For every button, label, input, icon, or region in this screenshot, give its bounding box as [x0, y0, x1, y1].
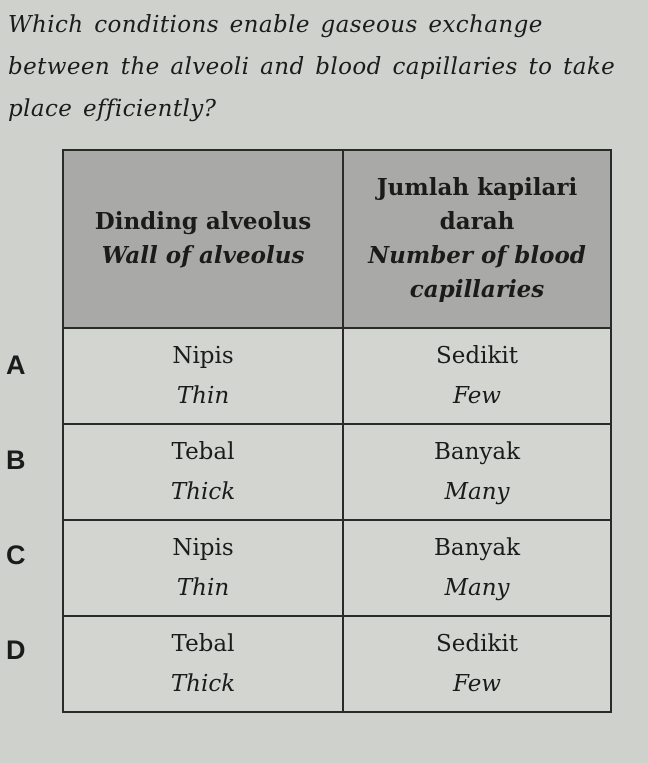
option-c-wall — [63, 520, 343, 616]
option-a-cap-english: Few — [453, 383, 501, 409]
option-c-wall-english: Thin — [176, 575, 230, 601]
option-letter-d: D — [6, 635, 26, 665]
header-wall-of-alveolus — [63, 150, 343, 328]
header-capillaries-english: Number of blood capillaries — [368, 242, 586, 303]
option-a-wall — [63, 328, 343, 424]
option-d-cap-malay: Sedikit — [436, 631, 518, 657]
option-b-cap-english: Many — [444, 479, 510, 505]
option-d-wall — [63, 616, 343, 712]
option-letter-c: C — [6, 540, 26, 570]
header-wall-english: Wall of alveolus — [101, 242, 305, 269]
header-wall-malay: Dinding alveolus — [94, 208, 312, 235]
header-number-of-capillaries — [343, 150, 611, 328]
options-table — [62, 149, 612, 713]
option-row-d — [63, 616, 611, 712]
option-b-wall-malay: Tebal — [171, 439, 235, 465]
header-row — [63, 150, 611, 328]
option-b-cap-malay: Banyak — [433, 439, 521, 465]
option-d-capillaries — [343, 616, 611, 712]
option-b-capillaries — [343, 424, 611, 520]
option-letter-b: B — [6, 445, 26, 475]
option-row-a — [63, 328, 611, 424]
option-c-cap-malay: Banyak — [433, 535, 521, 561]
option-row-b — [63, 424, 611, 520]
option-b-wall-english: Thick — [170, 479, 236, 505]
option-letter-a: A — [6, 350, 26, 380]
option-d-cap-english: Few — [453, 671, 501, 697]
option-a-wall-english: Thin — [176, 383, 230, 409]
option-a-cap-malay: Sedikit — [436, 343, 518, 369]
option-b-wall — [63, 424, 343, 520]
option-a-capillaries — [343, 328, 611, 424]
option-row-c — [63, 520, 611, 616]
option-c-cap-english: Many — [444, 575, 510, 601]
option-d-wall-english: Thick — [170, 671, 236, 697]
option-c-wall-malay: Nipis — [172, 535, 234, 561]
question-text: Which conditions enable gaseous exchange between the alveoli and blood capillaries to take place efficiently? — [8, 12, 616, 122]
option-c-capillaries — [343, 520, 611, 616]
option-d-wall-malay: Tebal — [171, 631, 235, 657]
header-capillaries-malay: Jumlah kapilari darah — [376, 174, 578, 235]
option-a-wall-malay: Nipis — [172, 343, 234, 369]
